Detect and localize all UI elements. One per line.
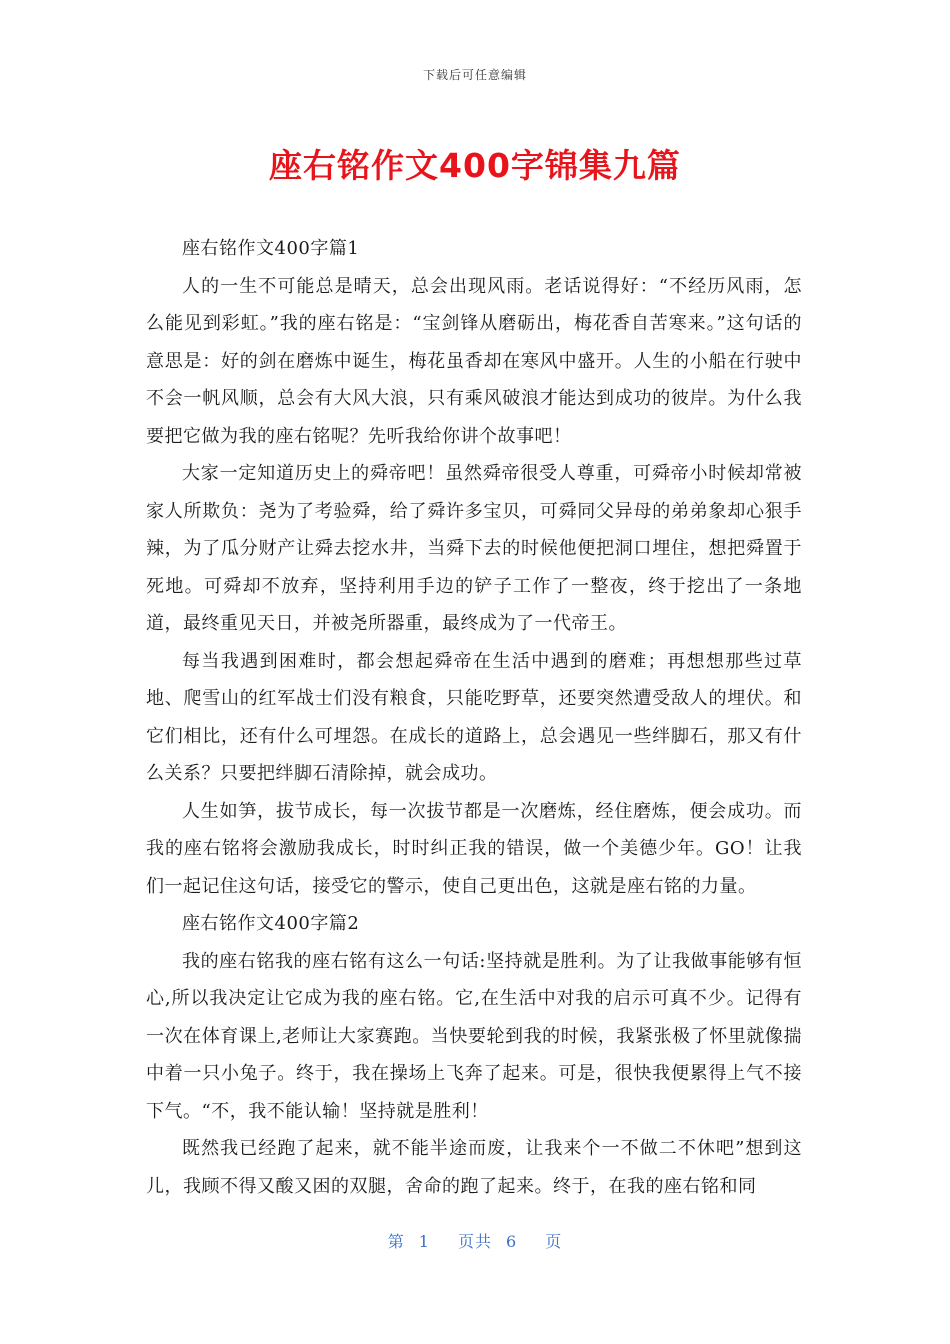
body-paragraph: 每当我遇到困难时，都会想起舜帝在生活中遇到的磨难；再想想那些过草地、爬雪山的红军战士们没有粮食，只能吃野草，还要突然遭受敌人的埋伏。和它们相比，还有什么可埋怨。在成长的道路上，总会遇见一些绊脚石，那又有什么关系？只要把绊脚石清除掉，就会成功。 xyxy=(146,650,802,784)
footer-label-total: 页共 xyxy=(457,1232,492,1251)
document-body xyxy=(146,230,802,1205)
body-paragraph: 人的一生不可能总是晴天，总会出现风雨。老话说得好：“不经历风雨，怎么能见到彩虹。”我的座右铭是：“宝剑锋从磨砺出，梅花香自苦寒来。”这句话的意思是：好的剑在磨炼中诞生，梅花虽香却在寒风中盛开。人生的小船在行驶中不会一帆风顺，总会有大风大浪，只有乘风破浪才能达到成功的彼岸。为什么我要把它做为我的座右铭呢？先听我给你讲个故事吧！ xyxy=(146,275,802,447)
section-heading: 座右铭作文400字篇1 xyxy=(182,238,360,259)
body-paragraph: 大家一定知道历史上的舜帝吧！虽然舜帝很受人尊重，可舜帝小时候却常被家人所欺负：尧为了考验舜，给了舜许多宝贝，可舜同父异母的弟弟象却心狠手辣，为了瓜分财产让舜去挖水井，当舜下去的时候他便把洞口埋住，想把舜置于死地。可舜却不放弃，坚持利用手边的铲子工作了一整夜，终于挖出了一条地道，最终重见天日，并被尧所器重，最终成为了一代帝王。 xyxy=(146,463,802,634)
body-paragraph: 既然我已经跑了起来，就不能半途而废，让我来个一不做二不休吧”想到这儿，我顾不得又酸又困的双腿，舍命的跑了起来。终于，在我的座右铭和同 xyxy=(146,1138,802,1197)
footer-current-page: 1 xyxy=(418,1232,430,1251)
footer-label-page: 第 xyxy=(387,1232,405,1251)
body-paragraph: 我的座右铭我的座右铭有这么一句话:坚持就是胜利。为了让我做事能够有恒心,所以我决定让它成为我的座右铭。它,在生活中对我的启示可真不少。记得有一次在体育课上,老师让大家赛跑。当快要轮到我的时候，我紧张极了怀里就像揣中着一只小兔子。终于，我在操场上飞奔了起来。可是，很快我便累得上气不接下气。“不，我不能认输！坚持就是胜利！ xyxy=(146,950,802,1122)
footer-label-end: 页 xyxy=(545,1232,563,1251)
footer-total-pages: 6 xyxy=(506,1232,518,1251)
document-title: 座右铭作文400字锦集九篇 xyxy=(269,146,681,185)
section-heading: 座右铭作文400字篇2 xyxy=(182,913,360,934)
page-footer xyxy=(0,1229,950,1252)
body-paragraph: 人生如笋，拔节成长，每一次拔节都是一次磨炼，经住磨炼，便会成功。而我的座右铭将会激励我成长，时时纠正我的错误，做一个美德少年。GO！让我们一起记住这句话，接受它的警示，使自己更出色，这就是座右铭的力量。 xyxy=(146,800,802,897)
header-note: 下载后可任意编辑 xyxy=(422,68,527,82)
